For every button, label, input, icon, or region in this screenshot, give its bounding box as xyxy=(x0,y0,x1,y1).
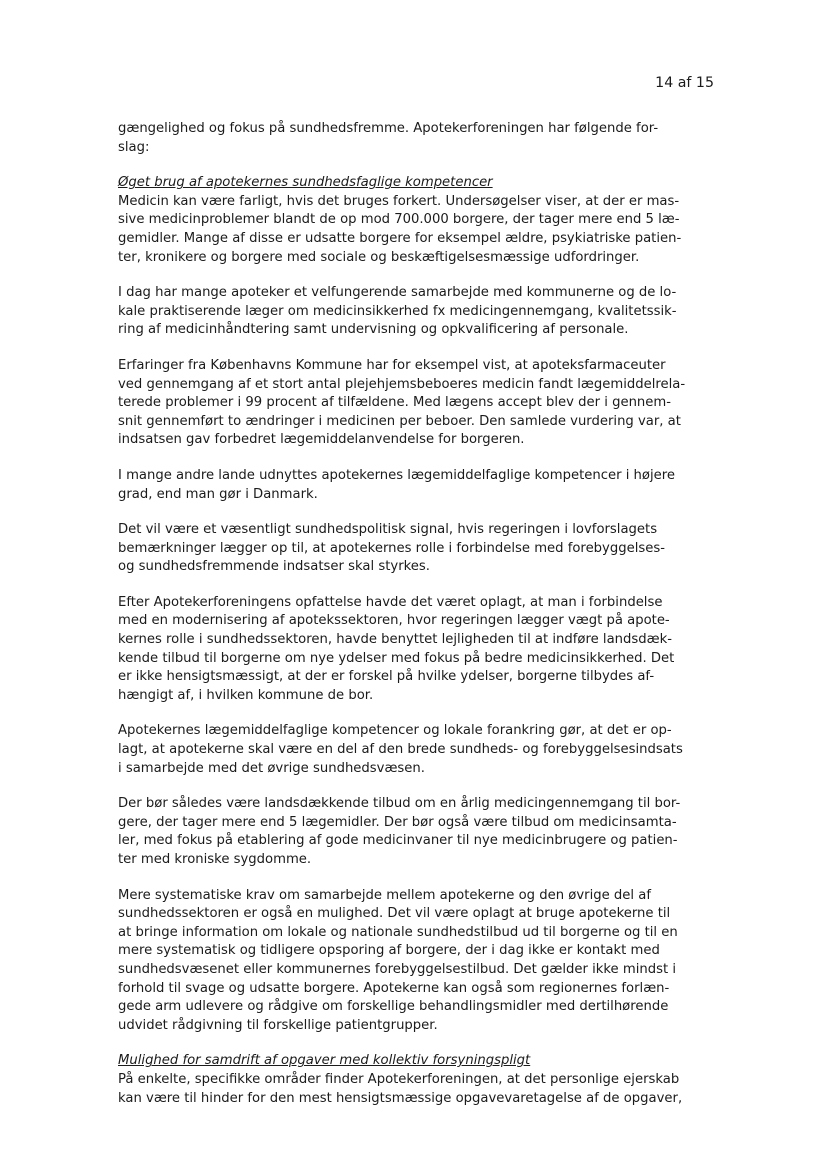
paragraph-erfaringer-koebenhavn: Erfaringer fra Københavns Kommune har for eksempel vist, at apoteksfarmaceuter ved gennemgang af et stort antal plejehjemsbeboeres medicin fandt lægemiddelrela- terede problemer i 99 procent af tilfældene. Med lægens accept blev der i gennem- snit gennemført to ændringer i medicinen per beboer. Den samlede vurdering var, at indsatsen gav forbedret lægemiddelanvendelse for borgeren. xyxy=(118,357,686,448)
paragraph-samarbejde-kommuner: I dag har mange apoteker et velfungerende samarbejde med kommunerne og de lo- kale praktiserende læger om medicinsikkerhed fx medicingennemgang, kvalitetssik- ring af medicinhåndtering samt undervisning og opkvalificering af personale. xyxy=(118,285,677,338)
intro-paragraph: gængelighed og fokus på sundhedsfremme. Apotekerforeningen har følgende for- slag: xyxy=(118,121,659,155)
paragraph-landsdaekkende-tilbud: Der bør således være landsdækkende tilbud om en årlig medicingennemgang til bor- gere, der tager mere end 5 lægemidler. Der bør også være tilbud om medicinsamta- ler, med fokus på etablering af gode medicinvaner til nye medicinbrugere og patien- ter med kroniske sygdomme. xyxy=(118,796,681,867)
paragraph-lokale-forankring: Apotekernes lægemiddelfaglige kompetencer og lokale forankring gør, at det er op- lagt, at apotekerne skal være en del af den brede sundheds- og forebyggelsesindsats i samarbejde med det øvrige sundhedsvæsen. xyxy=(118,723,683,776)
paragraph-andre-lande: I mange andre lande udnyttes apotekernes lægemiddelfaglige kompetencer i højere grad, end man gør i Danmark. xyxy=(118,467,676,502)
document-body xyxy=(118,120,714,1108)
paragraph-apotekerforeningens-opfattelse: Efter Apotekerforeningens opfattelse havde det været oplagt, at man i forbindelse med en modernisering af apotekssektoren, hvor regeringen lægger vægt på apote- kernes rolle i sundhedssektoren, havde benyttet lejligheden til at indføre landsdæk- kende tilbud til borgerne om nye ydelser med fokus på bedre medicinsikkerhed. Det er ikke hensigtsmæssigt, at der er forskel på hvilke ydelser, borgerne tilbydes af- hængigt af, i hvilken kommune de bor. xyxy=(118,594,675,703)
paragraph-sundhedspolitisk-signal: Det vil være et væsentligt sundhedspolitisk signal, hvis regeringen i lovforslagets bemærkninger lægger op til, at apotekernes rolle i forbindelse med forebyggelses- og sundhedsfremmende indsatser skal styrkes. xyxy=(118,522,665,575)
page-number: 14 af 15 xyxy=(655,75,714,91)
section-heading-samdrift: Mulighed for samdrift af opgaver med kollektiv forsyningspligt xyxy=(118,1053,531,1069)
paragraph-personlige-ejerskab: På enkelte, specifikke områder finder Apotekerforeningen, at det personlige ejerskab kan være til hinder for den mest hensigtsmæssige opgavevaretagelse af de opgaver, xyxy=(118,1071,683,1106)
section-heading-sundhedsfaglige-kompetencer: Øget brug af apotekernes sundhedsfaglige kompetencer xyxy=(118,175,493,191)
paragraph-systematiske-krav: Mere systematiske krav om samarbejde mellem apotekerne og den øvrige del af sundhedssektoren er også en mulighed. Det vil være oplagt at bruge apotekerne til at bringe information om lokale og nationale sundhedstilbud ud til borgerne og til en mere systematisk og tidligere opsporing af borgere, der i dag ikke er kontakt med sundhedsvæsenet eller kommunernes forebyggelsestilbud. Det gælder ikke mindst i forhold til svage og udsatte borgere. Apotekerne kan også som regionernes forlæn- gede arm udlevere og rådgive om forskellige behandlingsmidler med dertilhørende udvidet rådgivning til forskellige patientgrupper. xyxy=(118,887,678,1033)
paragraph-medicin-farligt: Medicin kan være farligt, hvis det bruges forkert. Undersøgelser viser, at der er mas- sive medicinproblemer blandt de op mod 700.000 borgere, der tager mere end 5 læ- gemidler. Mange af disse er udsatte borgere for eksempel ældre, psykiatriske patien- ter, kronikere og borgere med sociale og beskæftigelsesmæssige udfordringer. xyxy=(118,193,682,265)
